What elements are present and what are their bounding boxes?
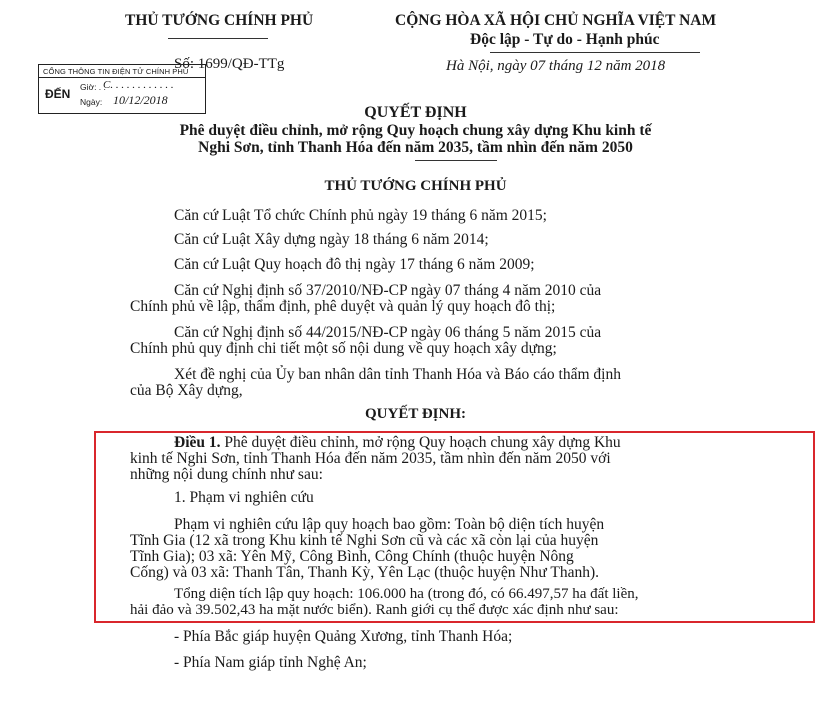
basis-3: Căn cứ Luật Quy hoạch đô thị ngày 17 tháng 6 năm 2009;: [174, 256, 535, 273]
basis-1: Căn cứ Luật Tổ chức Chính phủ ngày 19 tháng 6 năm 2015;: [174, 207, 547, 224]
country-name: CỘNG HÒA XÃ HỘI CHỦ NGHĨA VIỆT NAM: [395, 12, 717, 29]
scope-line1: Phạm vi nghiên cứu lập quy hoạch bao gồm: Toàn bộ diện tích huyện: [174, 516, 605, 533]
scope-line4: Cống) và 03 xã: Thanh Tân, Thanh Kỳ, Yên Lạc (thuộc huyện Như Thanh).: [130, 564, 599, 581]
area-line1: Tổng diện tích lập quy hoạch: 106.000 ha (trong đó, có 66.497,57 ha đất liền,: [174, 586, 639, 602]
agency-underline: [168, 38, 268, 39]
motto-underline: [490, 52, 700, 53]
basis-2: Căn cứ Luật Xây dựng ngày 18 tháng 6 năm 2014;: [174, 231, 489, 248]
national-motto: Độc lập - Tự do - Hạnh phúc: [470, 31, 660, 48]
decides-heading: QUYẾT ĐỊNH:: [365, 406, 466, 422]
scope-line3: Tĩnh Gia); 03 xã: Yên Mỹ, Công Bình, Công Chính (thuộc huyện Nông: [130, 548, 574, 565]
stamp-date-label: Ngày:: [80, 97, 103, 107]
issuing-agency: THỦ TƯỚNG CHÍNH PHỦ: [125, 12, 314, 29]
document-number: Số: 1699/QĐ-TTg: [174, 56, 285, 72]
title-underline: [415, 160, 497, 161]
decision-subtitle-line1: Phê duyệt điều chỉnh, mở rộng Quy hoạch chung xây dựng Khu kinh tế: [179, 122, 652, 139]
basis-5-line1: Căn cứ Nghị định số 44/2015/NĐ-CP ngày 06 tháng 5 năm 2015 của: [174, 324, 602, 341]
stamp-date-value: 10/12/2018: [113, 93, 168, 107]
decision-title: QUYẾT ĐỊNH: [364, 104, 467, 121]
border-south: - Phía Nam giáp tỉnh Nghệ An;: [174, 654, 367, 671]
area-line2: hải đảo và 39.502,43 ha mặt nước biển). Ranh giới cụ thể được xác định như sau:: [130, 602, 619, 618]
article1-line2: kinh tế Nghi Sơn, tỉnh Thanh Hóa đến năm 2035, tầm nhìn đến năm 2050 với: [130, 450, 611, 467]
article1-line3: những nội dung chính như sau:: [130, 466, 323, 483]
article1-line1-text: Phê duyệt điều chỉnh, mở rộng Quy hoạch chung xây dựng Khu: [224, 434, 621, 451]
decision-subtitle-line2: Nghi Sơn, tỉnh Thanh Hóa đến năm 2035, tầm nhìn đến năm 2050: [198, 139, 633, 156]
stamp-time-label: Giờ: . .: [80, 82, 106, 92]
article1-label: Điều 1.: [174, 434, 221, 451]
scope-line2: Tĩnh Gia (12 xã trong Khu kinh tế Nghi Sơn cũ và các xã còn lại của huyện: [130, 532, 599, 549]
place-date: Hà Nội, ngày 07 tháng 12 năm 2018: [446, 58, 666, 74]
basis-4-line1: Căn cứ Nghị định số 37/2010/NĐ-CP ngày 07 tháng 4 năm 2010 của: [174, 282, 602, 299]
border-north: - Phía Bắc giáp huyện Quảng Xương, tỉnh Thanh Hóa;: [174, 628, 513, 645]
basis-5-line2: Chính phủ quy định chi tiết một số nội dung về quy hoạch xây dựng;: [130, 340, 557, 357]
issuer-heading: THỦ TƯỚNG CHÍNH PHỦ: [324, 178, 507, 194]
stamp-title: CỔNG THÔNG TIN ĐIỆN TỬ CHÍNH PHỦ: [43, 67, 189, 76]
basis-6-line2: của Bộ Xây dựng,: [130, 382, 243, 399]
stamp-divider: [39, 77, 205, 78]
basis-6-line1: Xét đề nghị của Ủy ban nhân dân tỉnh Thanh Hóa và Báo cáo thẩm định: [174, 366, 621, 383]
stamp-time-value: C. . . . . . . . . . . .: [103, 79, 174, 91]
basis-4-line2: Chính phủ về lập, thẩm định, phê duyệt và quản lý quy hoạch đô thị;: [130, 298, 556, 315]
scope-heading: 1. Phạm vi nghiên cứu: [174, 489, 314, 506]
stamp-den-label: ĐẾN: [45, 87, 71, 101]
